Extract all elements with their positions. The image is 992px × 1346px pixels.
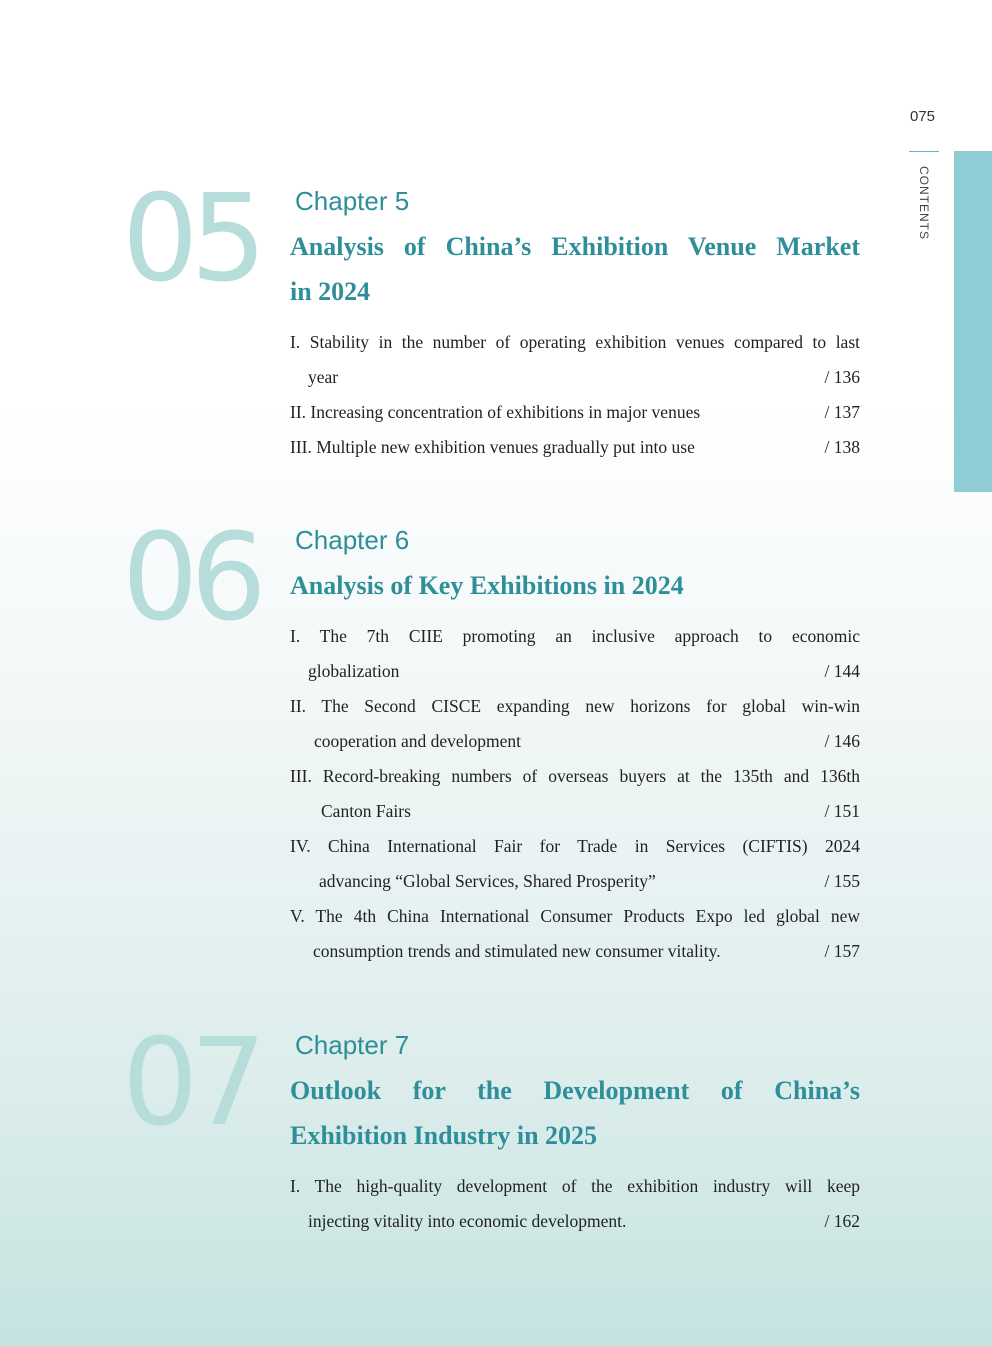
- toc-entry[interactable]: [290, 759, 860, 829]
- toc-entry-title: IV. China International Fair for Trade in Services (CIFTIS) 2024: [290, 836, 860, 856]
- toc-page-ref: / 144: [824, 661, 860, 681]
- toc-page-ref: / 146: [824, 731, 860, 751]
- toc-entry[interactable]: [290, 619, 860, 689]
- toc-page-ref: / 136: [824, 367, 860, 387]
- toc-entry[interactable]: [290, 689, 860, 759]
- toc-page-ref: / 157: [824, 941, 860, 961]
- toc-entry[interactable]: [290, 430, 860, 465]
- chapter-label: Chapter 7: [295, 1030, 410, 1060]
- toc-page-ref: / 137: [824, 402, 860, 422]
- chapter-title: [290, 1068, 860, 1158]
- toc-entries: [290, 619, 860, 969]
- toc-entry-title-cont: globalization: [308, 661, 400, 681]
- chapter-title-line: Exhibition Industry in 2025: [290, 1121, 598, 1150]
- chapter-title-line: Outlook for the Development of China’s: [290, 1076, 860, 1105]
- toc-entry-title-cont: Canton Fairs: [321, 801, 411, 821]
- toc-page-ref: / 162: [824, 1211, 860, 1231]
- page-number: 075: [910, 108, 936, 125]
- toc-entry-title: II. The Second CISCE expanding new horizons for global win-win: [290, 696, 860, 716]
- toc-entries: [290, 325, 860, 465]
- chapter-number: 05: [122, 170, 259, 309]
- toc-entry[interactable]: [290, 829, 860, 899]
- toc-entry-title: I. The 7th CIIE promoting an inclusive approach to economic: [290, 626, 860, 646]
- toc-entry-title: V. The 4th China International Consumer Products Expo led global new: [290, 906, 860, 926]
- toc-entry-title: I. Stability in the number of operating exhibition venues compared to last: [290, 332, 860, 352]
- toc-entry[interactable]: [290, 899, 860, 969]
- side-color-tab: [954, 151, 992, 492]
- chapter-title-line: in 2024: [290, 277, 371, 306]
- chapter-title-line: Analysis of Key Exhibitions in 2024: [290, 571, 684, 600]
- toc-entry-title-cont: year: [308, 367, 339, 387]
- side-divider: [909, 151, 939, 152]
- toc-entry[interactable]: [290, 1169, 860, 1239]
- toc-entry-title-cont: advancing “Global Services, Shared Prosperity”: [319, 871, 656, 891]
- toc-page-ref: / 138: [824, 437, 860, 457]
- chapter-label: Chapter 6: [295, 525, 410, 555]
- toc-entry-title-cont: consumption trends and stimulated new consumer vitality.: [313, 941, 721, 961]
- contents-label: CONTENTS: [917, 166, 931, 240]
- toc-entries: [290, 1169, 860, 1239]
- toc-entry[interactable]: [290, 395, 860, 430]
- toc-entry-title: II. Increasing concentration of exhibitions in major venues: [290, 402, 701, 422]
- toc-page-ref: / 151: [824, 801, 860, 821]
- chapter-label: Chapter 5: [295, 186, 410, 216]
- chapter-title: [290, 563, 860, 608]
- chapter-number: 07: [122, 1014, 259, 1153]
- chapter-title: [290, 224, 860, 314]
- toc-entry-title-cont: cooperation and development: [314, 731, 522, 751]
- toc-page-ref: / 155: [824, 871, 860, 891]
- toc-entry[interactable]: [290, 325, 860, 395]
- chapter-title-line: Analysis of China’s Exhibition Venue Market: [290, 232, 860, 261]
- toc-entry-title: III. Multiple new exhibition venues gradually put into use: [290, 437, 695, 457]
- toc-entry-title-cont: injecting vitality into economic development.: [308, 1211, 627, 1231]
- toc-entry-title: I. The high-quality development of the exhibition industry will keep: [290, 1176, 860, 1196]
- toc-entry-title: III. Record-breaking numbers of overseas buyers at the 135th and 136th: [290, 766, 860, 786]
- chapter-number: 06: [122, 509, 259, 648]
